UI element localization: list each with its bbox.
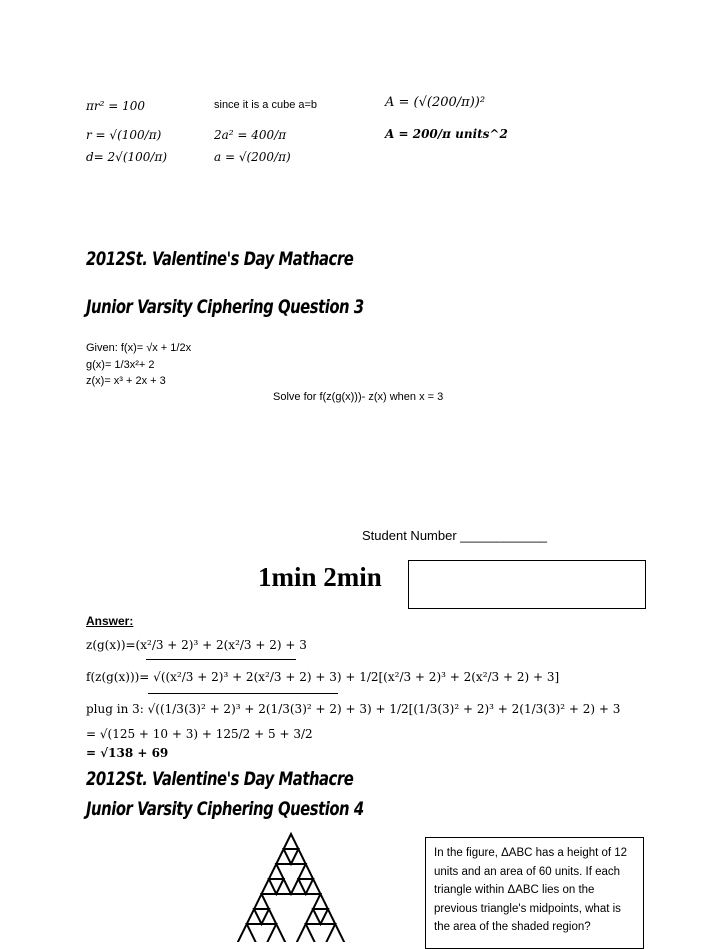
answer-label: Answer: — [86, 614, 134, 628]
prev-col1-line2: r = √(100/π) — [86, 128, 162, 142]
q3-given-line1: Given: f(x)= √x + 1/2x — [86, 342, 192, 354]
prev-col3-line2: A = 200/π units^2 — [385, 127, 508, 141]
prev-col2-line2: 2a² = 400/π — [214, 128, 287, 142]
answer-step-4: = √(125 + 10 + 3) + 125/2 + 5 + 3/2 — [86, 727, 313, 741]
q4-event-title: 2012St. Valentine's Day Mathacre — [86, 768, 354, 790]
q3-given-line2: g(x)= 1/3x²+ 2 — [86, 359, 155, 371]
q4-question-text: In the figure, ΔABC has a height of 12 units and an area of 60 units. If each triangle within ΔABC lies on the previous triangle's midpoints, what is the area of the shaded region? — [434, 847, 628, 933]
q3-prompt: Solve for f(z(g(x)))- z(x) when x = 3 — [273, 391, 444, 403]
prev-col2-line1: since it is a cube a=b — [214, 99, 318, 111]
student-number-label: Student Number ____________ — [362, 528, 548, 543]
answer-step-1: z(g(x))=(x²/3 + 2)³ + 2(x²/3 + 2) + 3 — [86, 638, 307, 652]
q4-question-box — [425, 837, 644, 949]
prev-col2-line3: a = √(200/π) — [214, 150, 291, 164]
prev-col1-line3: d= 2√(100/π) — [86, 150, 168, 164]
q3-given-line3: z(x)= x³ + 2x + 3 — [86, 375, 166, 387]
answer-step-3: plug in 3: √((1/3(3)² + 2)³ + 2(1/3(3)² + 2) + 3) + 1/2[(1/3(3)² + 2)³ + 2(1/3(3)² + 2) + 3 — [86, 702, 621, 716]
triangle-figure — [232, 824, 350, 942]
answer-box[interactable] — [408, 560, 646, 609]
sqrt-overline-2 — [148, 693, 338, 694]
q3-question-title: Junior Varsity Ciphering Question 3 — [86, 296, 364, 318]
answer-step-5: = √138 + 69 — [86, 746, 169, 760]
sqrt-overline-1 — [146, 659, 296, 660]
answer-step-2: f(z(g(x)))= √((x²/3 + 2)³ + 2(x²/3 + 2) + 3) + 1/2[(x²/3 + 2)³ + 2(x²/3 + 2) + 3] — [86, 670, 560, 684]
prev-col1-line1: πr² = 100 — [86, 99, 146, 113]
q4-question-title: Junior Varsity Ciphering Question 4 — [86, 798, 364, 820]
prev-col3-line1: A = (√(200/π))² — [385, 95, 486, 110]
timer-label: 1min 2min — [258, 562, 382, 592]
q3-event-title: 2012St. Valentine's Day Mathacre — [86, 248, 354, 270]
